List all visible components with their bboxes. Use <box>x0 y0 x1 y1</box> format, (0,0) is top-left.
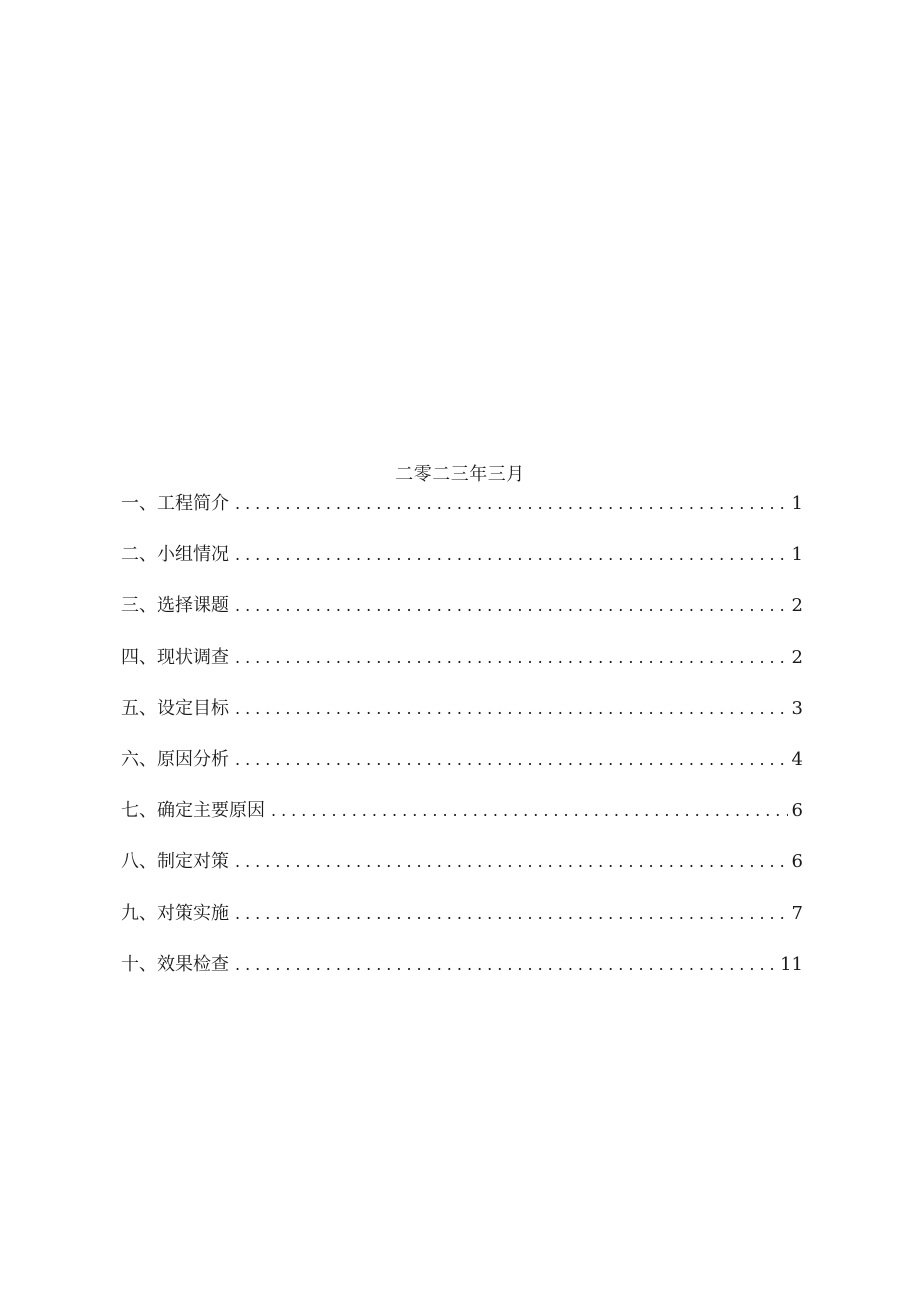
document-date: 二零二三年三月 <box>395 464 525 485</box>
toc-dot-leader <box>235 694 788 724</box>
toc-entry-title: 工程简介 <box>157 493 229 514</box>
toc-entry-page-number: 6 <box>791 800 803 822</box>
toc-entry-separator: 、 <box>139 902 157 924</box>
toc-entry-title: 现状调查 <box>157 646 229 668</box>
toc-entry-separator: 、 <box>139 748 157 770</box>
toc-dot-leader <box>235 643 788 673</box>
toc-entry-page-number: 3 <box>791 697 803 719</box>
toc-entry-page-number: 1 <box>791 493 803 514</box>
toc-entry-page-number: 1 <box>791 544 803 566</box>
toc-dot-leader <box>235 950 776 980</box>
toc-entry-number: 九 <box>121 902 139 924</box>
toc-entry-title: 制定对策 <box>157 851 229 873</box>
toc-entry[interactable] <box>121 694 803 745</box>
toc-entry-page-number: 6 <box>791 851 803 873</box>
toc-entry-title: 小组情况 <box>157 544 229 566</box>
toc-entry-number: 十 <box>121 953 139 975</box>
toc-entry-title: 效果检查 <box>157 953 229 975</box>
toc-entry[interactable] <box>121 899 803 950</box>
toc-entry-page-number: 7 <box>791 902 803 924</box>
toc-entry-title: 选择课题 <box>157 595 229 617</box>
toc-entry-separator: 、 <box>139 697 157 719</box>
toc-entry[interactable] <box>121 643 803 694</box>
toc-entry[interactable] <box>121 489 803 540</box>
toc-entry-separator: 、 <box>139 953 157 975</box>
toc-entry[interactable] <box>121 950 803 1001</box>
toc-dot-leader <box>235 540 788 570</box>
toc-entry-separator: 、 <box>139 800 157 822</box>
toc-entry-number: 五 <box>121 697 139 719</box>
toc-entry-title: 确定主要原因 <box>157 800 265 822</box>
table-of-contents <box>121 489 803 1001</box>
toc-entry-number: 八 <box>121 851 139 873</box>
toc-entry[interactable] <box>121 745 803 796</box>
toc-entry-title: 设定目标 <box>157 697 229 719</box>
toc-entry-page-number: 4 <box>791 748 803 770</box>
toc-entry[interactable] <box>121 540 803 591</box>
toc-entry-separator: 、 <box>139 851 157 873</box>
toc-entry[interactable] <box>121 796 803 847</box>
toc-entry-separator: 、 <box>139 646 157 668</box>
toc-entry-separator: 、 <box>139 595 157 617</box>
toc-entry-title: 原因分析 <box>157 748 229 770</box>
toc-entry-number: 二 <box>121 544 139 566</box>
toc-entry-page-number: 2 <box>791 595 803 617</box>
toc-dot-leader <box>235 591 788 621</box>
toc-entry-number: 三 <box>121 595 139 617</box>
toc-entry-page-number: 2 <box>791 646 803 668</box>
toc-dot-leader <box>271 796 788 826</box>
toc-entry-number: 一 <box>121 493 139 514</box>
toc-dot-leader <box>235 489 788 519</box>
toc-entry-page-number: 11 <box>780 953 803 975</box>
toc-dot-leader <box>235 899 788 929</box>
toc-entry-number: 四 <box>121 646 139 668</box>
toc-entry[interactable] <box>121 591 803 642</box>
toc-entry-number: 七 <box>121 800 139 822</box>
toc-entry-separator: 、 <box>139 493 157 514</box>
toc-dot-leader <box>235 745 788 775</box>
toc-entry-number: 六 <box>121 748 139 770</box>
toc-dot-leader <box>235 847 788 877</box>
toc-entry[interactable] <box>121 847 803 898</box>
toc-entry-title: 对策实施 <box>157 902 229 924</box>
toc-entry-separator: 、 <box>139 544 157 566</box>
